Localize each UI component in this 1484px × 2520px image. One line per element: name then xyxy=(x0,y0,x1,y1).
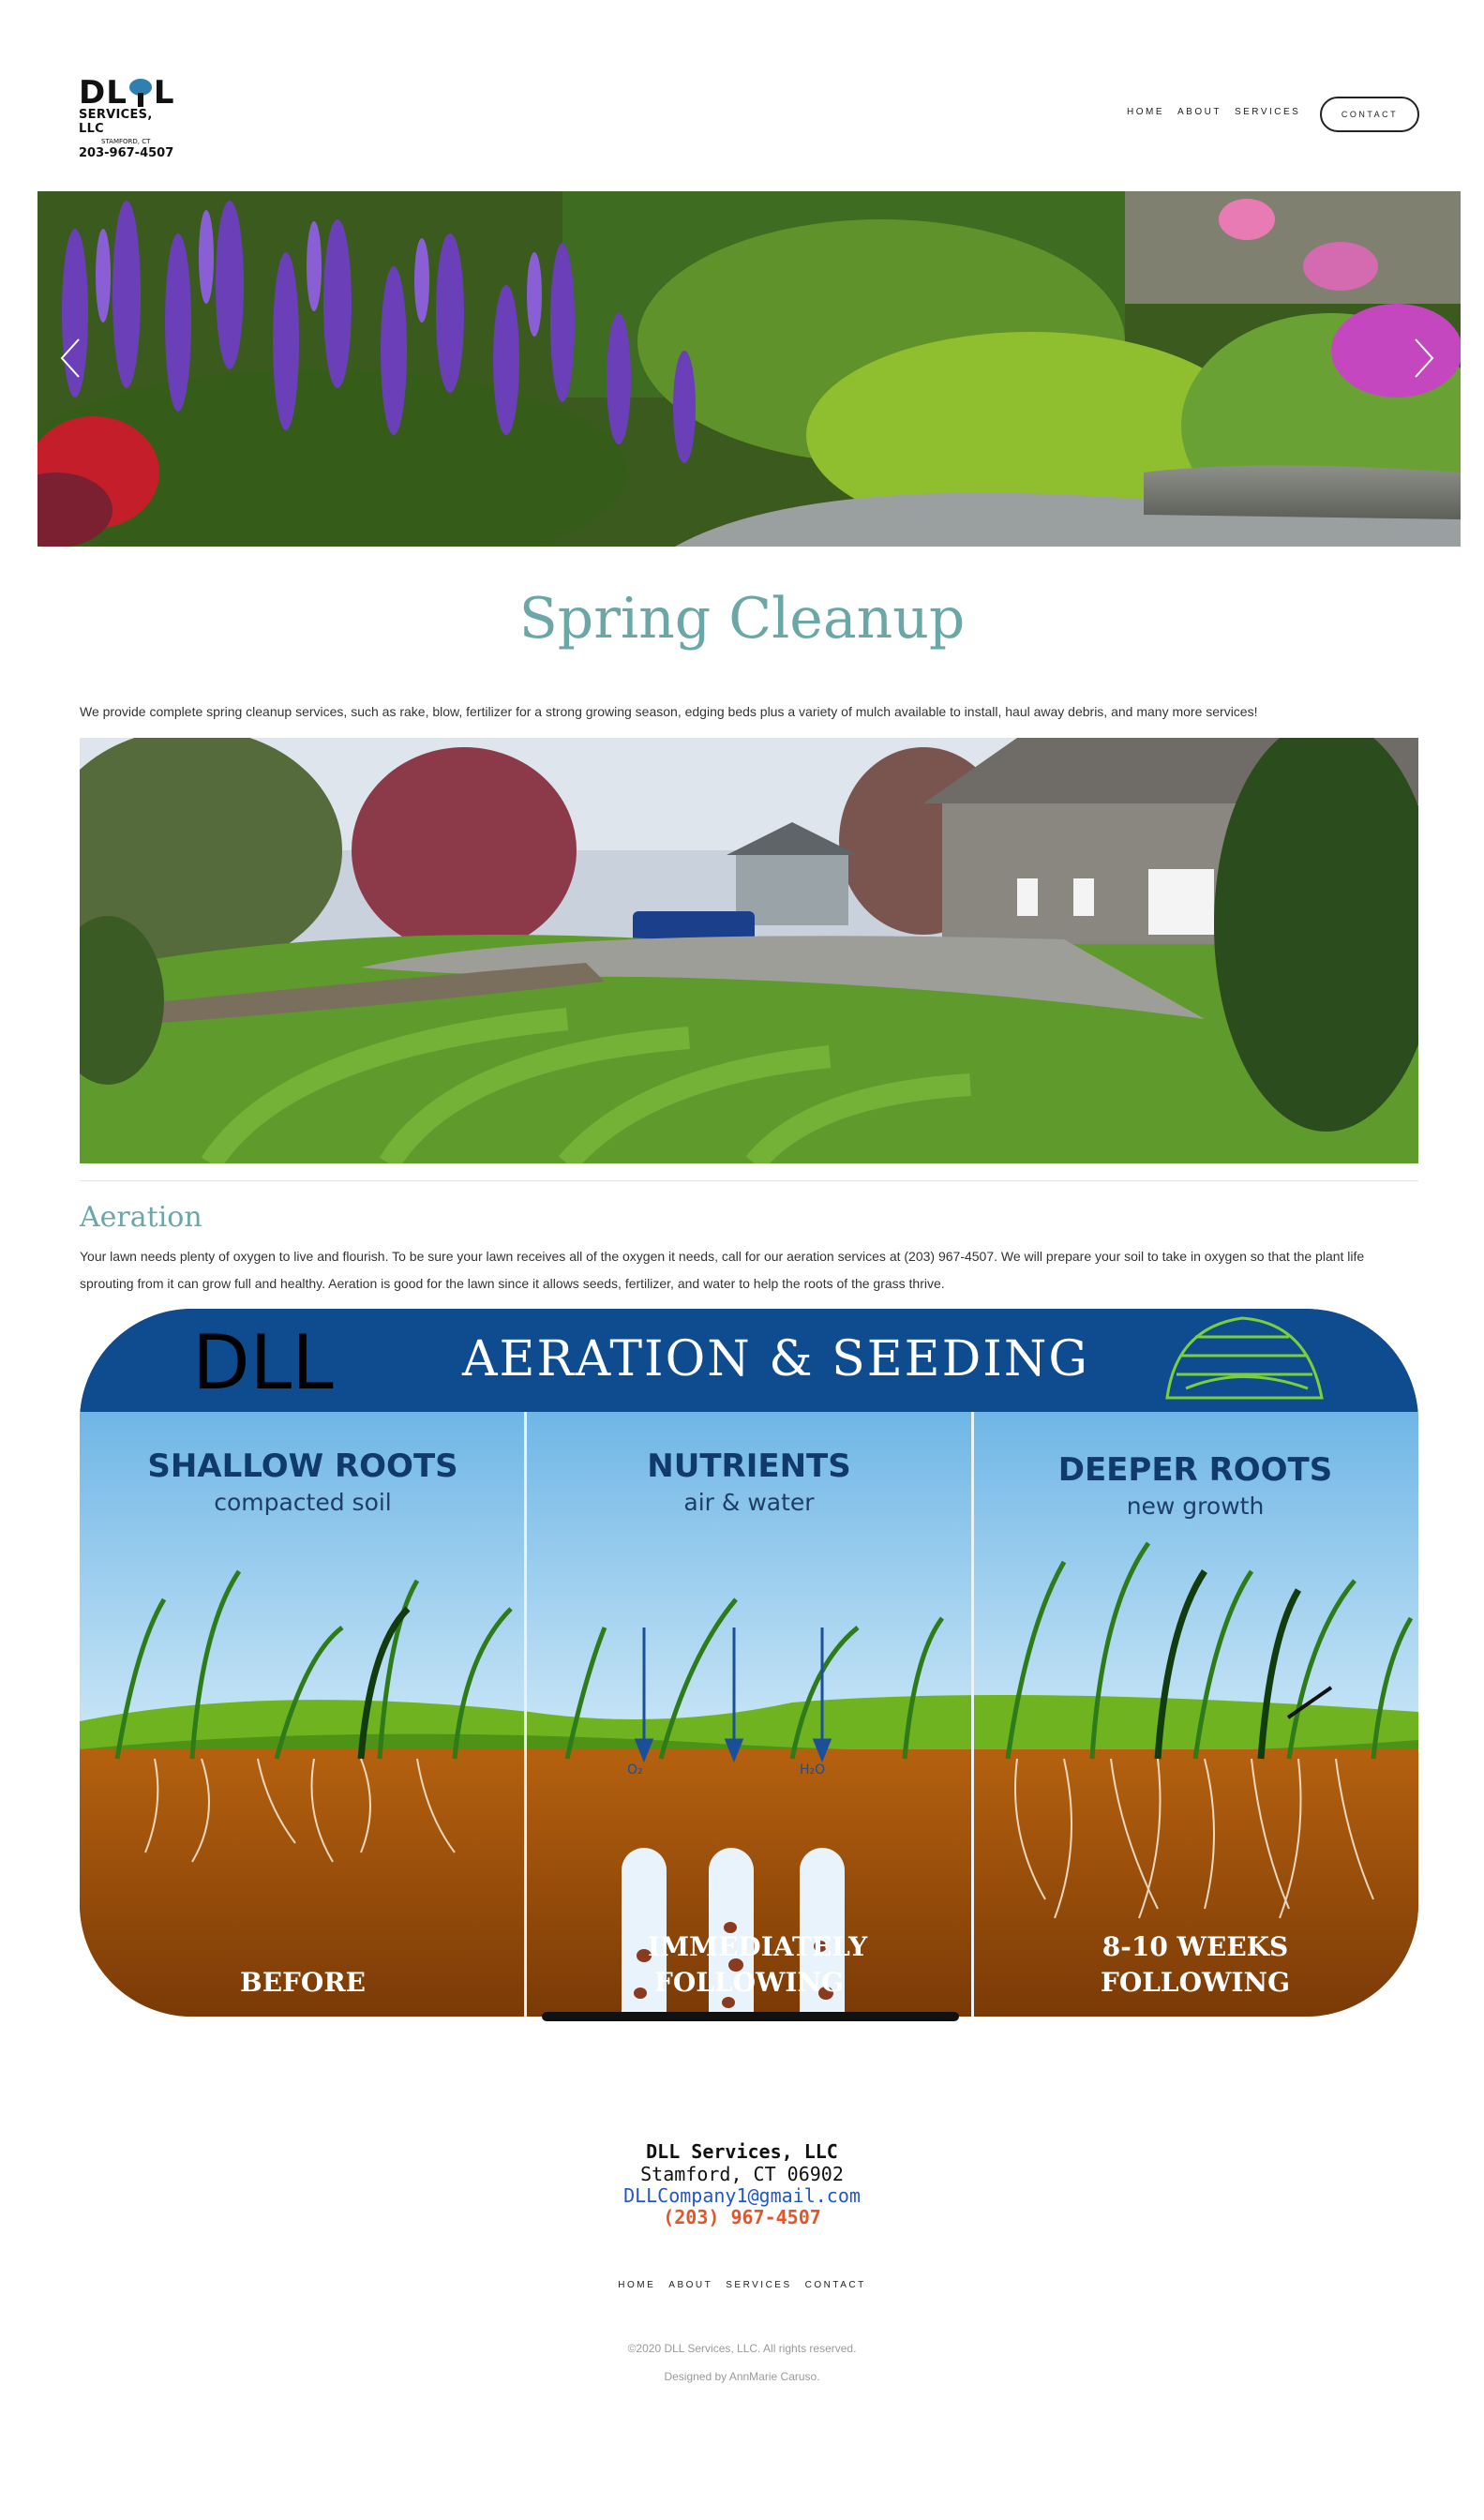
aeration-seeding-infographic xyxy=(80,1309,1418,2017)
slideshow-prev-button[interactable] xyxy=(60,338,81,379)
logo-line-city: STAMFORD, CT xyxy=(101,138,151,145)
nav-services[interactable]: SERVICES xyxy=(1234,107,1301,117)
chevron-right-icon xyxy=(1414,338,1434,379)
property-lawn-illustration xyxy=(80,738,1418,1163)
logo-letter-l: L xyxy=(153,74,175,112)
footer-company-name: DLL Services, LLC xyxy=(646,2140,838,2163)
column-title-nutrients: NUTRIENTS xyxy=(647,1448,851,1485)
chevron-left-icon xyxy=(60,338,81,379)
column-subtitle-new-growth: new growth xyxy=(1126,1492,1265,1520)
footer-copyright: ©2020 DLL Services, LLC. All rights reserved. xyxy=(627,2342,857,2355)
image-scroll-indicator[interactable] xyxy=(542,2012,959,2021)
footer-nav-home[interactable]: HOME xyxy=(618,2280,656,2290)
property-lawn-photo xyxy=(80,738,1418,1163)
nutrient-arrows xyxy=(614,1628,858,1778)
footer-nav-services[interactable]: SERVICES xyxy=(726,2280,792,2290)
logo-phone: 203-967-4507 xyxy=(79,146,174,160)
section-divider xyxy=(80,1180,1418,1181)
footer-nav-contact[interactable]: CONTACT xyxy=(804,2280,866,2290)
infographic-heading: AERATION & SEEDING xyxy=(462,1331,1089,1388)
footer-phone-link[interactable]: (203) 967-4507 xyxy=(663,2206,821,2228)
column-caption-immediately-following: IMMEDIATELY FOLLOWING xyxy=(648,1931,868,1998)
nav-about[interactable]: ABOUT xyxy=(1177,107,1222,117)
scribble-stroke xyxy=(1284,1684,1341,1721)
footer-nav-about[interactable]: ABOUT xyxy=(668,2280,713,2290)
column-title-deeper-roots: DEEPER ROOTS xyxy=(1057,1451,1333,1489)
hero-garden-illustration xyxy=(37,191,1461,547)
aeration-heading: Aeration xyxy=(80,1201,202,1234)
oxygen-label: O₂ xyxy=(627,1762,643,1778)
column-caption-weeks-following: 8-10 WEEKS FOLLOWING xyxy=(1100,1931,1291,1998)
hero-slideshow-image xyxy=(37,191,1461,547)
infographic-brand: DLL xyxy=(192,1319,334,1406)
scribble-drawing xyxy=(1158,1309,1327,1407)
logo-letters-dl: DL xyxy=(79,74,127,112)
column-subtitle-air-water: air & water xyxy=(683,1489,815,1516)
logo-wordmark xyxy=(79,74,182,112)
logo-line-services: SERVICES, LLC xyxy=(79,108,153,136)
tree-icon xyxy=(128,79,153,107)
column-title-shallow-roots: SHALLOW ROOTS xyxy=(147,1448,458,1485)
column-subtitle-compacted-soil: compacted soil xyxy=(214,1489,392,1516)
spring-cleanup-heading: Spring Cleanup xyxy=(518,586,966,652)
footer-designer-credit: Designed by AnnMarie Caruso. xyxy=(664,2370,820,2383)
water-label: H₂O xyxy=(800,1762,826,1778)
footer-nav xyxy=(0,2280,1484,2290)
footer-city: Stamford, CT 06902 xyxy=(640,2163,844,2185)
main-nav xyxy=(1127,107,1300,117)
footer-email-link[interactable]: DLLCompany1@gmail.com xyxy=(623,2184,861,2207)
contact-button[interactable]: CONTACT xyxy=(1320,97,1419,132)
site-logo[interactable] xyxy=(79,74,182,160)
aeration-text: Your lawn needs plenty of oxygen to live and flourish. To be sure your lawn receives all of the oxygen it needs, call for our aeration services at (203) 967-4507. We will prepare your soil to take in oxygen so that the plant life sprouting from it can grow full and healthy. Aeration is good for the lawn since it allows seeds, fertilizer, and water to help the roots of the grass thrive. xyxy=(80,1249,1365,1291)
slideshow-next-button[interactable] xyxy=(1414,338,1434,379)
column-caption-before: BEFORE xyxy=(240,1967,366,1998)
spring-cleanup-text: We provide complete spring cleanup services, such as rake, blow, fertilizer for a strong growing season, edging beds plus a variety of mulch available to install, haul away debris, and many more services! xyxy=(80,704,1258,719)
nav-home[interactable]: HOME xyxy=(1127,107,1164,117)
